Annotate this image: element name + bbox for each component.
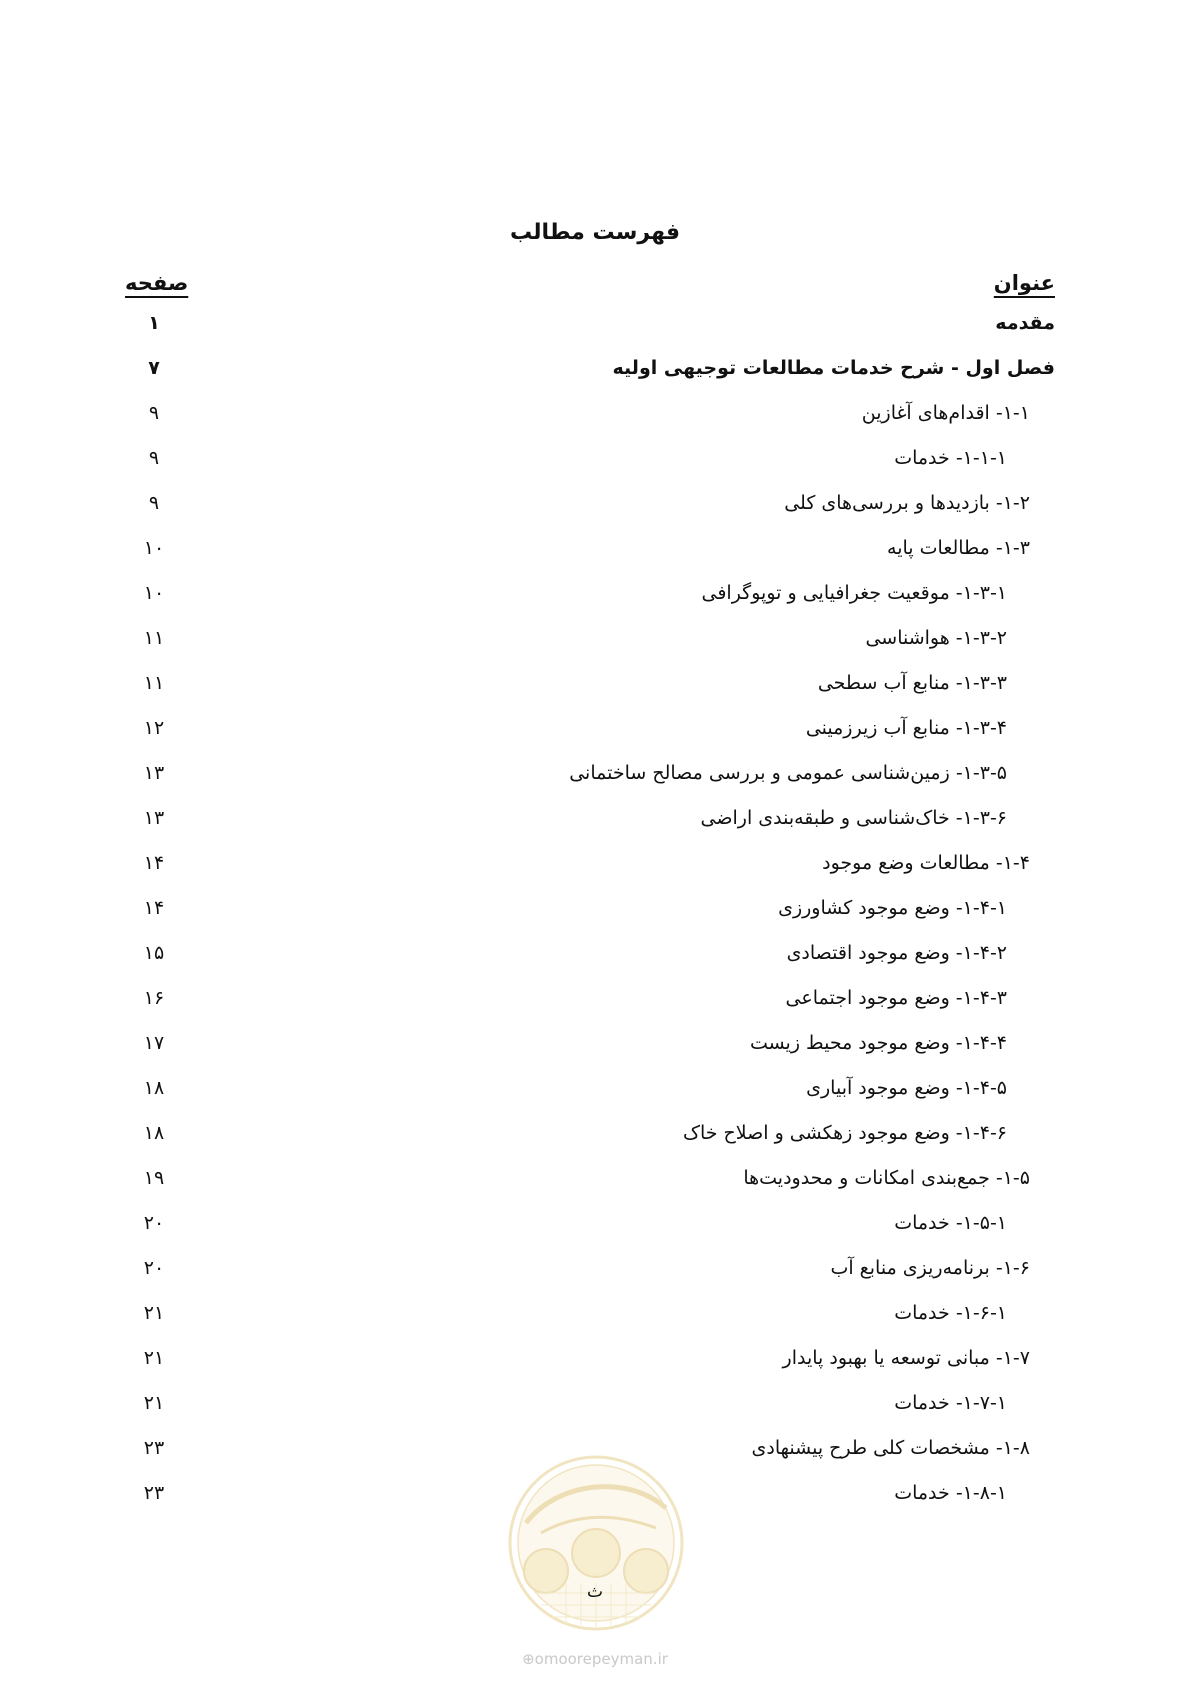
toc-entry-title: ۱-۴-۶- وضع موجود زهکشی و اصلاح خاک bbox=[682, 1122, 1007, 1144]
toc-entry-page: ۲۱ bbox=[143, 1347, 165, 1369]
toc-entry-title: ۱-۶-۱- خدمات bbox=[894, 1302, 1007, 1324]
toc-entry bbox=[0, 1116, 1190, 1161]
toc-entry-page: ۹ bbox=[148, 492, 160, 514]
toc-entry-page: ۱۴ bbox=[143, 852, 165, 874]
toc-entry-title: ۱-۴-۵- وضع موجود آبیاری bbox=[806, 1077, 1007, 1099]
toc-entry bbox=[0, 531, 1190, 576]
toc-entry bbox=[0, 1206, 1190, 1251]
toc-entry-page: ۱۰ bbox=[143, 537, 165, 559]
toc-entry-title: ۱-۱- اقدام‌های آغازین bbox=[861, 402, 1030, 424]
publisher-seal-logo bbox=[506, 1453, 686, 1633]
toc-entry bbox=[0, 1386, 1190, 1431]
toc-entry bbox=[0, 846, 1190, 891]
toc-entry-page: ۱۹ bbox=[143, 1167, 165, 1189]
toc-entry-page: ۹ bbox=[148, 402, 160, 424]
toc-entry bbox=[0, 1161, 1190, 1206]
toc-entry bbox=[0, 1341, 1190, 1386]
toc-entry bbox=[0, 576, 1190, 621]
toc-entry bbox=[0, 621, 1190, 666]
toc-entry-title: ۱-۷-۱- خدمات bbox=[894, 1392, 1007, 1414]
toc-entry-title: ۱-۴-۲- وضع موجود اقتصادی bbox=[786, 942, 1007, 964]
toc-entry bbox=[0, 936, 1190, 981]
toc-entry-title: ۱-۴-۳- وضع موجود اجتماعی bbox=[785, 987, 1007, 1009]
toc-entry bbox=[0, 1026, 1190, 1071]
toc-entry-page: ۲۰ bbox=[143, 1257, 165, 1279]
page-column-header: صفحه bbox=[125, 271, 189, 295]
toc-entry-title: مقدمه bbox=[995, 312, 1055, 334]
toc-entry-page: ۱۱ bbox=[143, 672, 165, 694]
toc-entry bbox=[0, 1296, 1190, 1341]
watermark-url-text: omoorepeyman.ir bbox=[534, 1650, 668, 1668]
toc-entry-page: ۲۳ bbox=[143, 1482, 165, 1504]
toc-entry-page: ۱۰ bbox=[143, 582, 165, 604]
watermark-url bbox=[0, 1650, 1190, 1668]
toc-entry bbox=[0, 441, 1190, 486]
toc-entry-title: ۱-۸-۱- خدمات bbox=[894, 1482, 1007, 1504]
toc-entry-title: ۱-۸- مشخصات کلی طرح پیشنهادی bbox=[751, 1437, 1030, 1459]
toc-entry bbox=[0, 666, 1190, 711]
toc-entry-title: ۱-۳-۳- منابع آب سطحی bbox=[817, 672, 1007, 694]
toc-entry bbox=[0, 1251, 1190, 1296]
toc-entry bbox=[0, 351, 1190, 396]
toc-entry-title: ۱-۵- جمع‌بندی امکانات و محدودیت‌ها bbox=[743, 1167, 1030, 1189]
toc-entry-page: ۱۸ bbox=[143, 1122, 165, 1144]
toc-entry-title: ۱-۳-۱- موقعیت جغرافیایی و توپوگرافی bbox=[701, 582, 1007, 604]
toc-entry bbox=[0, 756, 1190, 801]
toc-entry-page: ۱۷ bbox=[143, 1032, 165, 1054]
toc-entry bbox=[0, 891, 1190, 936]
toc-entry-title: ۱-۳-۴- منابع آب زیرزمینی bbox=[805, 717, 1007, 739]
toc-entry-page: ۱۶ bbox=[143, 987, 165, 1009]
toc-entry-title: ۱-۳-۶- خاک‌شناسی و طبقه‌بندی اراضی bbox=[700, 807, 1007, 829]
toc-entry-title: فصل اول - شرح خدمات مطالعات توجیهی اولیه bbox=[612, 357, 1055, 379]
toc-entry-page: ۱۳ bbox=[143, 762, 165, 784]
toc-entry-title: ۱-۷- مبانی توسعه یا بهبود پایدار bbox=[782, 1347, 1030, 1369]
page-number: ث bbox=[586, 1582, 603, 1602]
toc-entry-title: ۱-۲- بازدیدها و بررسی‌های کلی bbox=[784, 492, 1030, 514]
toc-entry-title: ۱-۳-۵- زمین‌شناسی عمومی و بررسی مصالح ساختمانی bbox=[569, 762, 1007, 784]
toc-entry-page: ۷ bbox=[148, 357, 160, 379]
toc-entry bbox=[0, 981, 1190, 1026]
page-title: فهرست مطالب bbox=[509, 220, 681, 245]
toc-entry-page: ۱۴ bbox=[143, 897, 165, 919]
toc-entry bbox=[0, 711, 1190, 756]
toc-entry-title: ۱-۴-۴- وضع موجود محیط زیست bbox=[749, 1032, 1007, 1054]
toc-entry bbox=[0, 1071, 1190, 1116]
toc-entry-page: ۱۵ bbox=[143, 942, 165, 964]
toc-entry-page: ۱۱ bbox=[143, 627, 165, 649]
toc-entry-title: ۱-۴-۱- وضع موجود کشاورزی bbox=[778, 897, 1007, 919]
toc-entry-title: ۱-۱-۱- خدمات bbox=[894, 447, 1007, 469]
toc-entry-title: ۱-۵-۱- خدمات bbox=[894, 1212, 1007, 1234]
toc-entry-page: ۱ bbox=[148, 312, 160, 334]
toc-entry-page: ۲۳ bbox=[143, 1437, 165, 1459]
toc-entry bbox=[0, 306, 1190, 351]
toc-entry-title: ۱-۳- مطالعات پایه bbox=[887, 537, 1030, 559]
toc-entry-title: ۱-۴- مطالعات وضع موجود bbox=[822, 852, 1030, 874]
toc-entry-title: ۱-۳-۲- هواشناسی bbox=[865, 627, 1007, 649]
toc-entry bbox=[0, 396, 1190, 441]
toc-entry-page: ۲۱ bbox=[143, 1392, 165, 1414]
toc-entry-title: ۱-۶- برنامه‌ریزی منابع آب bbox=[830, 1257, 1030, 1279]
toc-entry bbox=[0, 486, 1190, 531]
toc-entry-page: ۱۸ bbox=[143, 1077, 165, 1099]
title-column-header: عنوان bbox=[993, 271, 1055, 295]
toc-entry-page: ۲۱ bbox=[143, 1302, 165, 1324]
globe-icon: ⊕ bbox=[522, 1650, 535, 1668]
toc-entry-page: ۱۳ bbox=[143, 807, 165, 829]
toc-entry-page: ۹ bbox=[148, 447, 160, 469]
table-of-contents bbox=[0, 306, 1190, 1521]
toc-entry bbox=[0, 801, 1190, 846]
toc-entry-page: ۲۰ bbox=[143, 1212, 165, 1234]
toc-entry-page: ۱۲ bbox=[143, 717, 165, 739]
